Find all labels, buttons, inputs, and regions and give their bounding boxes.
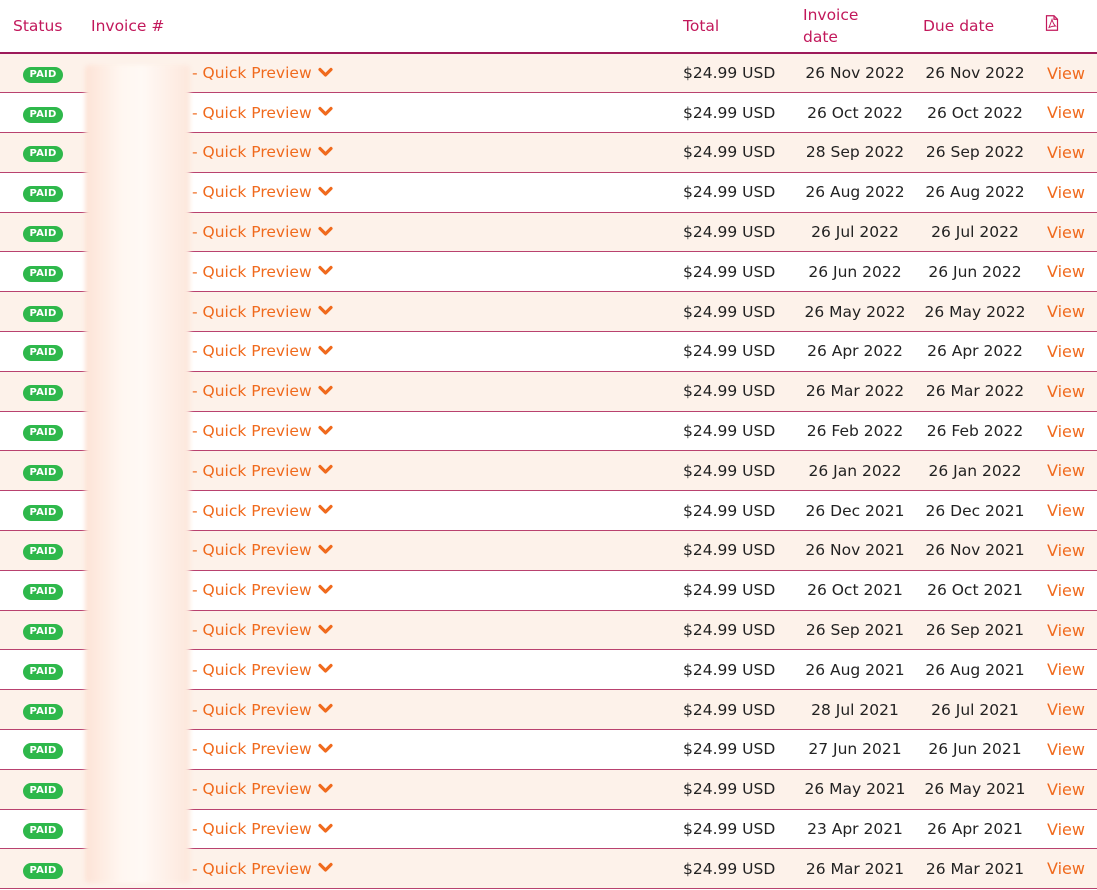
view-pdf-link[interactable]: View xyxy=(1047,819,1085,839)
view-cell xyxy=(1035,531,1097,571)
total-cell: $24.99 USD xyxy=(683,621,776,640)
view-cell xyxy=(1035,252,1097,292)
view-pdf-link[interactable]: View xyxy=(1047,222,1085,242)
status-badge: PAID xyxy=(23,226,64,242)
header-invoice-date[interactable] xyxy=(795,0,915,53)
chevron-down-icon xyxy=(318,223,333,241)
chevron-down-icon xyxy=(318,64,333,82)
status-badge: PAID xyxy=(23,385,64,401)
quick-preview-label: Quick Preview xyxy=(202,501,312,520)
status-cell xyxy=(0,610,86,650)
view-pdf-link[interactable]: View xyxy=(1047,302,1085,322)
header-invoice-number[interactable]: Invoice # xyxy=(91,17,165,35)
status-badge: PAID xyxy=(23,345,64,361)
total-cell: $24.99 USD xyxy=(683,342,776,361)
status-badge: PAID xyxy=(23,107,64,123)
total-cell: $24.99 USD xyxy=(683,461,776,480)
view-cell xyxy=(1035,371,1097,411)
total-cell: $24.99 USD xyxy=(683,223,776,242)
view-cell xyxy=(1035,133,1097,173)
chevron-down-icon xyxy=(318,820,333,838)
view-cell xyxy=(1035,610,1097,650)
quick-preview-label: Quick Preview xyxy=(202,342,312,361)
invoice-date-cell: 28 Sep 2022 xyxy=(805,143,905,162)
due-date-cell: 26 Aug 2021 xyxy=(925,660,1025,679)
total-cell: $24.99 USD xyxy=(683,820,776,839)
quick-preview-link[interactable] xyxy=(192,701,333,719)
quick-preview-link[interactable] xyxy=(192,342,333,360)
total-cell: $24.99 USD xyxy=(683,660,776,679)
table-header xyxy=(0,0,1097,53)
status-cell xyxy=(0,371,86,411)
view-pdf-link[interactable]: View xyxy=(1047,103,1085,123)
separator: - xyxy=(192,103,198,122)
total-cell: $24.99 USD xyxy=(683,541,776,560)
quick-preview-link[interactable] xyxy=(192,382,333,400)
invoice-date-cell: 26 Oct 2022 xyxy=(807,103,903,122)
view-pdf-link[interactable]: View xyxy=(1047,461,1085,481)
view-pdf-link[interactable]: View xyxy=(1047,142,1085,162)
quick-preview-label: Quick Preview xyxy=(202,223,312,242)
quick-preview-label: Quick Preview xyxy=(202,422,312,441)
status-cell xyxy=(0,252,86,292)
total-cell: $24.99 USD xyxy=(683,780,776,799)
due-date-cell: 26 Jan 2022 xyxy=(928,461,1022,480)
view-pdf-link[interactable]: View xyxy=(1047,580,1085,600)
view-pdf-link[interactable]: View xyxy=(1047,63,1085,83)
separator: - xyxy=(192,143,198,162)
total-cell: $24.99 USD xyxy=(683,581,776,600)
due-date-cell: 26 Jun 2021 xyxy=(928,740,1022,759)
separator: - xyxy=(192,64,198,83)
view-cell xyxy=(1035,451,1097,491)
due-date-cell: 26 May 2021 xyxy=(924,780,1026,799)
quick-preview-label: Quick Preview xyxy=(202,780,312,799)
invoice-date-cell: 26 Mar 2022 xyxy=(805,382,905,401)
separator: - xyxy=(192,302,198,321)
status-cell xyxy=(0,809,86,849)
invoice-date-cell: 26 Aug 2021 xyxy=(805,660,905,679)
separator: - xyxy=(192,461,198,480)
status-badge: PAID xyxy=(23,783,64,799)
status-cell xyxy=(0,690,86,730)
quick-preview-link[interactable] xyxy=(192,502,333,520)
separator: - xyxy=(192,859,198,878)
status-cell xyxy=(0,133,86,173)
separator: - xyxy=(192,262,198,281)
quick-preview-label: Quick Preview xyxy=(202,859,312,878)
due-date-cell: 26 Aug 2022 xyxy=(925,183,1025,202)
view-pdf-link[interactable]: View xyxy=(1047,739,1085,759)
invoice-date-cell: 26 Apr 2022 xyxy=(807,342,903,361)
status-badge: PAID xyxy=(23,863,64,879)
chevron-down-icon xyxy=(318,461,333,479)
status-cell xyxy=(0,491,86,531)
total-cell: $24.99 USD xyxy=(683,501,776,520)
due-date-cell: 26 Nov 2022 xyxy=(925,64,1025,83)
invoice-date-cell: 26 Nov 2021 xyxy=(805,541,905,560)
due-date-cell: 26 Feb 2022 xyxy=(926,422,1024,441)
quick-preview-link[interactable] xyxy=(192,820,333,838)
status-badge: PAID xyxy=(23,465,64,481)
view-pdf-link[interactable]: View xyxy=(1047,620,1085,640)
chevron-down-icon xyxy=(318,660,333,678)
chevron-down-icon xyxy=(318,262,333,280)
view-pdf-link[interactable]: View xyxy=(1047,182,1085,202)
header-due-date[interactable]: Due date xyxy=(923,17,995,35)
invoice-date-cell: 26 Aug 2022 xyxy=(805,183,905,202)
due-date-cell: 26 Sep 2022 xyxy=(925,143,1025,162)
invoice-date-cell: 23 Apr 2021 xyxy=(807,820,903,839)
view-pdf-link[interactable]: View xyxy=(1047,341,1085,361)
view-pdf-link[interactable]: View xyxy=(1047,381,1085,401)
due-date-cell: 26 Dec 2021 xyxy=(925,501,1025,520)
status-cell xyxy=(0,332,86,372)
status-badge: PAID xyxy=(23,425,64,441)
total-cell: $24.99 USD xyxy=(683,740,776,759)
status-badge: PAID xyxy=(23,624,64,640)
status-cell xyxy=(0,172,86,212)
status-cell xyxy=(0,451,86,491)
total-cell: $24.99 USD xyxy=(683,183,776,202)
separator: - xyxy=(192,501,198,520)
invoice-date-cell: 26 Jan 2022 xyxy=(808,461,902,480)
chevron-down-icon xyxy=(318,501,333,519)
chevron-down-icon xyxy=(318,342,333,360)
separator: - xyxy=(192,422,198,441)
view-pdf-link[interactable]: View xyxy=(1047,660,1085,680)
due-date-cell: 26 Nov 2021 xyxy=(925,541,1025,560)
view-pdf-link[interactable]: View xyxy=(1047,859,1085,879)
status-cell xyxy=(0,53,86,93)
quick-preview-label: Quick Preview xyxy=(202,581,312,600)
status-cell xyxy=(0,93,86,133)
total-cell: $24.99 USD xyxy=(683,143,776,162)
total-cell: $24.99 USD xyxy=(683,103,776,122)
status-cell xyxy=(0,730,86,770)
pdf-file-icon xyxy=(1045,17,1059,35)
status-cell xyxy=(0,411,86,451)
status-badge: PAID xyxy=(23,146,64,162)
invoice-date-cell: 28 Jul 2021 xyxy=(811,700,899,719)
view-cell xyxy=(1035,491,1097,531)
view-pdf-link[interactable]: View xyxy=(1047,779,1085,799)
quick-preview-link[interactable] xyxy=(192,780,333,798)
separator: - xyxy=(192,541,198,560)
status-badge: PAID xyxy=(23,544,64,560)
invoice-date-cell: 26 Oct 2021 xyxy=(807,581,903,600)
status-cell xyxy=(0,769,86,809)
invoice-date-cell: 26 Jun 2022 xyxy=(808,262,902,281)
view-cell xyxy=(1035,650,1097,690)
due-date-cell: 26 May 2022 xyxy=(924,302,1026,321)
chevron-down-icon xyxy=(318,700,333,718)
view-cell xyxy=(1035,212,1097,252)
separator: - xyxy=(192,780,198,799)
status-badge: PAID xyxy=(23,823,64,839)
status-cell xyxy=(0,292,86,332)
status-badge: PAID xyxy=(23,584,64,600)
chevron-down-icon xyxy=(318,103,333,121)
status-badge: PAID xyxy=(23,505,64,521)
total-cell: $24.99 USD xyxy=(683,700,776,719)
quick-preview-link[interactable] xyxy=(192,64,333,82)
total-cell: $24.99 USD xyxy=(683,859,776,878)
due-date-cell: 26 Oct 2022 xyxy=(927,103,1023,122)
status-cell xyxy=(0,849,86,889)
quick-preview-label: Quick Preview xyxy=(202,382,312,401)
total-cell: $24.99 USD xyxy=(683,262,776,281)
due-date-cell: 26 Apr 2022 xyxy=(927,342,1023,361)
quick-preview-label: Quick Preview xyxy=(202,820,312,839)
status-badge: PAID xyxy=(23,306,64,322)
due-date-cell: 26 Apr 2021 xyxy=(927,820,1023,839)
view-cell xyxy=(1035,849,1097,889)
view-cell xyxy=(1035,53,1097,93)
view-cell xyxy=(1035,292,1097,332)
separator: - xyxy=(192,621,198,640)
quick-preview-label: Quick Preview xyxy=(202,103,312,122)
invoice-date-cell: 26 May 2022 xyxy=(804,302,906,321)
separator: - xyxy=(192,700,198,719)
view-cell xyxy=(1035,332,1097,372)
total-cell: $24.99 USD xyxy=(683,64,776,83)
status-badge: PAID xyxy=(23,266,64,282)
view-pdf-link[interactable]: View xyxy=(1047,700,1085,720)
quick-preview-label: Quick Preview xyxy=(202,700,312,719)
total-cell: $24.99 USD xyxy=(683,302,776,321)
view-pdf-link[interactable]: View xyxy=(1047,501,1085,521)
chevron-down-icon xyxy=(318,581,333,599)
status-cell xyxy=(0,570,86,610)
quick-preview-link[interactable] xyxy=(192,143,333,161)
chevron-down-icon xyxy=(318,740,333,758)
due-date-cell: 26 Mar 2022 xyxy=(925,382,1025,401)
quick-preview-label: Quick Preview xyxy=(202,64,312,83)
quick-preview-label: Quick Preview xyxy=(202,621,312,640)
status-badge: PAID xyxy=(23,186,64,202)
chevron-down-icon xyxy=(318,541,333,559)
view-pdf-link[interactable]: View xyxy=(1047,421,1085,441)
quick-preview-link[interactable] xyxy=(192,462,333,480)
quick-preview-label: Quick Preview xyxy=(202,740,312,759)
view-cell xyxy=(1035,93,1097,133)
quick-preview-label: Quick Preview xyxy=(202,302,312,321)
chevron-down-icon xyxy=(318,183,333,201)
due-date-cell: 26 Oct 2021 xyxy=(927,581,1023,600)
view-pdf-link[interactable]: View xyxy=(1047,262,1085,282)
invoice-date-cell: 26 May 2021 xyxy=(804,780,906,799)
quick-preview-link[interactable] xyxy=(192,860,333,878)
header-invoice-date-label: Invoice date xyxy=(803,6,859,46)
due-date-cell: 26 Mar 2021 xyxy=(925,859,1025,878)
status-cell xyxy=(0,650,86,690)
chevron-down-icon xyxy=(318,143,333,161)
quick-preview-link[interactable] xyxy=(192,740,333,758)
invoice-date-cell: 26 Feb 2022 xyxy=(806,422,904,441)
invoice-date-cell: 26 Nov 2022 xyxy=(805,64,905,83)
quick-preview-link[interactable] xyxy=(192,263,333,281)
header-status[interactable]: Status xyxy=(13,17,63,35)
redacted-invoice-numbers xyxy=(85,65,190,883)
chevron-down-icon xyxy=(318,302,333,320)
quick-preview-label: Quick Preview xyxy=(202,461,312,480)
separator: - xyxy=(192,342,198,361)
header-total[interactable]: Total xyxy=(683,17,720,35)
status-badge: PAID xyxy=(23,743,64,759)
status-badge: PAID xyxy=(23,67,64,83)
separator: - xyxy=(192,581,198,600)
quick-preview-link[interactable] xyxy=(192,661,333,679)
quick-preview-label: Quick Preview xyxy=(202,143,312,162)
separator: - xyxy=(192,183,198,202)
due-date-cell: 26 Sep 2021 xyxy=(925,621,1025,640)
quick-preview-label: Quick Preview xyxy=(202,541,312,560)
view-cell xyxy=(1035,570,1097,610)
invoice-date-cell: 26 Sep 2021 xyxy=(805,621,905,640)
quick-preview-link[interactable] xyxy=(192,621,333,639)
chevron-down-icon xyxy=(318,382,333,400)
total-cell: $24.99 USD xyxy=(683,422,776,441)
view-cell xyxy=(1035,769,1097,809)
quick-preview-link[interactable] xyxy=(192,422,333,440)
status-badge: PAID xyxy=(23,704,64,720)
separator: - xyxy=(192,223,198,242)
separator: - xyxy=(192,740,198,759)
quick-preview-link[interactable] xyxy=(192,581,333,599)
chevron-down-icon xyxy=(318,621,333,639)
quick-preview-label: Quick Preview xyxy=(202,262,312,281)
view-cell xyxy=(1035,411,1097,451)
quick-preview-link[interactable] xyxy=(192,223,333,241)
view-cell xyxy=(1035,172,1097,212)
invoice-date-cell: 27 Jun 2021 xyxy=(808,740,902,759)
chevron-down-icon xyxy=(318,422,333,440)
view-cell xyxy=(1035,690,1097,730)
status-cell xyxy=(0,531,86,571)
chevron-down-icon xyxy=(318,780,333,798)
due-date-cell: 26 Jul 2022 xyxy=(931,223,1019,242)
quick-preview-label: Quick Preview xyxy=(202,660,312,679)
separator: - xyxy=(192,660,198,679)
status-cell xyxy=(0,212,86,252)
separator: - xyxy=(192,382,198,401)
view-cell xyxy=(1035,809,1097,849)
view-pdf-link[interactable]: View xyxy=(1047,540,1085,560)
invoice-date-cell: 26 Mar 2021 xyxy=(805,859,905,878)
quick-preview-link[interactable] xyxy=(192,183,333,201)
quick-preview-link[interactable] xyxy=(192,104,333,122)
due-date-cell: 26 Jun 2022 xyxy=(928,262,1022,281)
invoice-date-cell: 26 Dec 2021 xyxy=(805,501,905,520)
quick-preview-label: Quick Preview xyxy=(202,183,312,202)
header-pdf xyxy=(1035,0,1097,53)
due-date-cell: 26 Jul 2021 xyxy=(931,700,1019,719)
chevron-down-icon xyxy=(318,859,333,877)
quick-preview-link[interactable] xyxy=(192,541,333,559)
separator: - xyxy=(192,820,198,839)
status-badge: PAID xyxy=(23,664,64,680)
view-cell xyxy=(1035,730,1097,770)
quick-preview-link[interactable] xyxy=(192,303,333,321)
total-cell: $24.99 USD xyxy=(683,382,776,401)
invoice-date-cell: 26 Jul 2022 xyxy=(811,223,899,242)
